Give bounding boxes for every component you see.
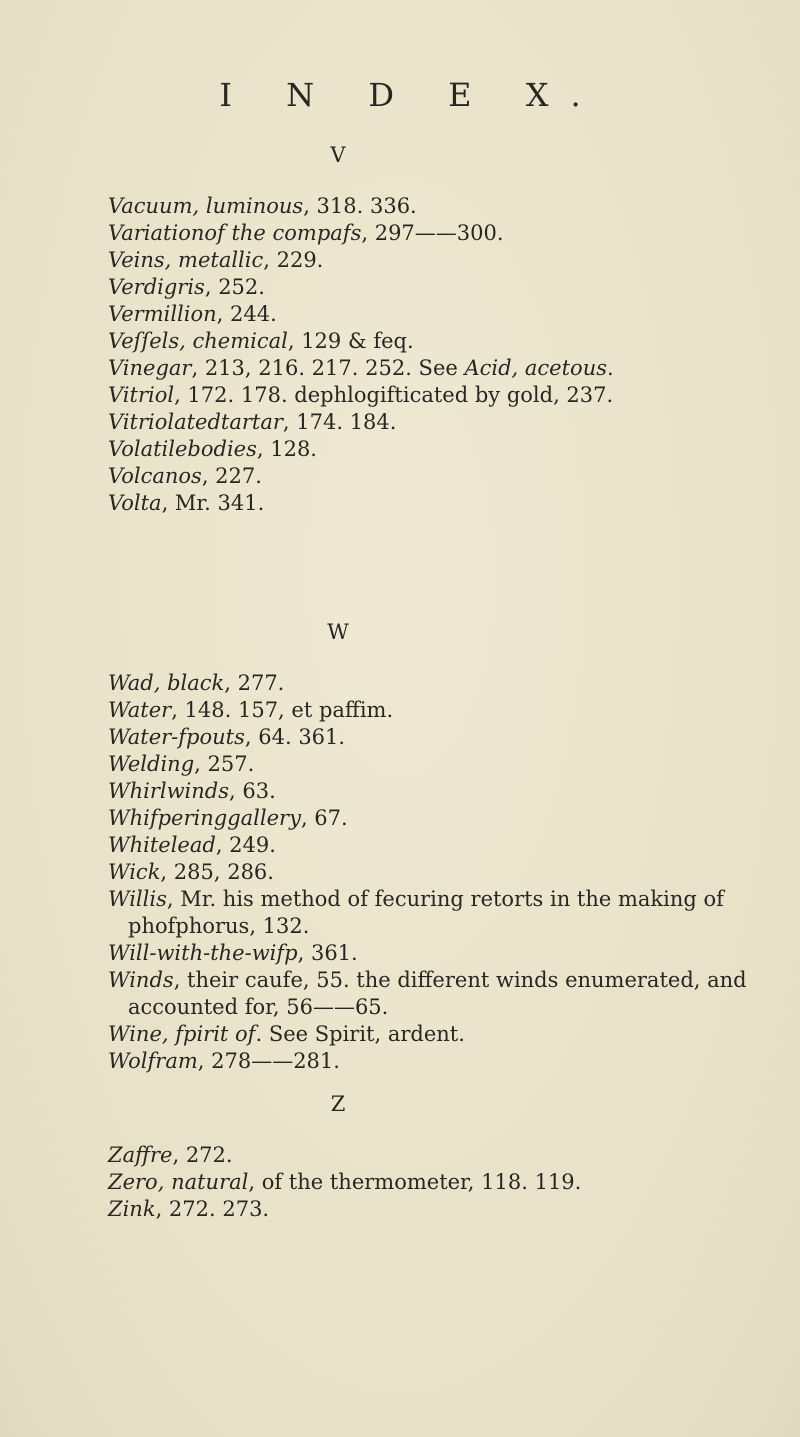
index-entry — [108, 859, 768, 886]
index-term: Vitriolated — [108, 410, 221, 434]
entry-qualifier: fpirit of — [168, 1022, 256, 1046]
entry-references: , 67. — [300, 806, 348, 830]
index-entry — [108, 463, 768, 490]
index-entry — [108, 697, 768, 724]
index-entry — [108, 778, 768, 805]
index-term: Vitriol — [108, 383, 175, 407]
index-entry — [108, 1196, 768, 1223]
entry-references: , 227. — [201, 464, 262, 488]
entry-references: , 229. — [263, 248, 324, 272]
index-entry — [108, 193, 768, 220]
index-term: Wine, — [108, 1022, 169, 1046]
index-term: Wad, — [108, 671, 161, 695]
entry-references: , 257. — [194, 752, 255, 776]
section-v — [108, 143, 768, 517]
section-w — [108, 620, 768, 1075]
index-term: Willis — [108, 887, 167, 911]
index-term: Water — [108, 698, 172, 722]
index-term: Whifpering — [108, 806, 228, 830]
entry-references: , 285, 286. — [160, 860, 274, 884]
index-entry — [108, 436, 768, 463]
index-term: Veſſels, — [108, 329, 186, 353]
index-entry — [108, 220, 768, 247]
index-term: Winds — [108, 968, 174, 992]
index-entry — [108, 382, 768, 409]
entry-qualifier: tartar — [220, 410, 283, 434]
entry-references: , 244. — [216, 302, 277, 326]
entry-text: , 213, 216. 217. 252. See — [191, 356, 465, 380]
index-term: Veins, — [108, 248, 172, 272]
entry-references: , 278——281. — [197, 1049, 340, 1073]
entry-references: , of the thermometer, 118. 119. — [248, 1170, 582, 1194]
entry-references: , their caufe, 55. the different winds enumerated, and accounted for, 56——65. — [128, 968, 747, 1019]
index-term: Whirlwinds — [108, 779, 230, 803]
entry-qualifier: bodies — [187, 437, 257, 461]
entry-references: , 361. — [297, 941, 358, 965]
index-entry — [108, 1142, 768, 1169]
index-term: Variation — [108, 221, 205, 245]
entry-qualifier: of the compafs — [204, 221, 362, 245]
index-entry — [108, 247, 768, 274]
index-term: Verdigris — [108, 275, 205, 299]
entry-references: , 64. 361. — [244, 725, 346, 749]
index-term: Volcanos — [108, 464, 202, 488]
index-term: Volta — [108, 491, 162, 515]
index-term: Water-fpouts — [108, 725, 245, 749]
entry-references: , 252. — [204, 275, 265, 299]
index-term: Zero, — [108, 1170, 165, 1194]
entry-references: , 318. 336. — [303, 194, 417, 218]
entry-references: , 63. — [229, 779, 276, 803]
index-term: White — [108, 833, 171, 857]
entry-references: , 249. — [215, 833, 276, 857]
index-term: Vacuum, — [108, 194, 200, 218]
entry-references: , 272. — [172, 1143, 233, 1167]
index-entry — [108, 355, 768, 382]
entry-references: , 129 & feq. — [287, 329, 414, 353]
entry-qualifier: black — [160, 671, 225, 695]
section-letter: Z — [330, 1092, 346, 1116]
index-entry — [108, 832, 768, 859]
index-entry — [108, 490, 768, 517]
entry-references: , 174. 184. — [282, 410, 397, 434]
index-term: Vinegar — [108, 356, 192, 380]
index-term: Zaffre — [108, 1143, 173, 1167]
entry-references: , 148. 157, et paffim. — [171, 698, 394, 722]
index-entry — [108, 1048, 768, 1075]
index-entry — [108, 751, 768, 778]
index-entry — [108, 886, 758, 940]
entry-qualifier: lead — [170, 833, 216, 857]
index-term: Wolfram — [108, 1049, 198, 1073]
entry-qualifier: Acid, acetous — [464, 356, 607, 380]
entry-references: . See Spirit, ardent. — [255, 1022, 465, 1046]
entry-references: , 128. — [256, 437, 317, 461]
index-term: Welding — [108, 752, 195, 776]
index-term: Will-with-the-wifp — [108, 941, 298, 965]
entry-references: , 277. — [224, 671, 285, 695]
running-head: I N D E X. — [219, 76, 603, 114]
entry-references: , 172. 178. dephlogifticated by gold, 237. — [174, 383, 614, 407]
index-entry — [108, 724, 768, 751]
section-letter: W — [327, 620, 349, 644]
entry-references: . — [607, 356, 614, 380]
index-term: Vermillion — [108, 302, 217, 326]
entry-qualifier: chemical — [185, 329, 288, 353]
entry-qualifier: metallic — [171, 248, 264, 272]
index-entry — [108, 328, 768, 355]
entry-references: , 272. 273. — [155, 1197, 270, 1221]
index-entry — [108, 301, 768, 328]
index-entry — [108, 940, 768, 967]
index-term: Zink — [108, 1197, 156, 1221]
entry-references: , Mr. his method of fecuring retorts in the making of phofphorus, 132. — [128, 887, 724, 938]
index-entry — [108, 274, 768, 301]
index-entry — [108, 967, 758, 1021]
entry-references: , 297——300. — [361, 221, 504, 245]
index-entry — [108, 670, 768, 697]
section-letter: V — [330, 143, 346, 167]
index-entry — [108, 805, 768, 832]
index-term: Volatile — [108, 437, 188, 461]
section-z — [108, 1092, 768, 1223]
index-entry — [108, 1021, 768, 1048]
entry-qualifier: luminous — [199, 194, 304, 218]
entry-qualifier: gallery — [227, 806, 301, 830]
entry-qualifier: natural — [164, 1170, 249, 1194]
entry-references: , Mr. 341. — [161, 491, 265, 515]
index-entry — [108, 409, 768, 436]
index-term: Wick — [108, 860, 161, 884]
index-entry — [108, 1169, 768, 1196]
